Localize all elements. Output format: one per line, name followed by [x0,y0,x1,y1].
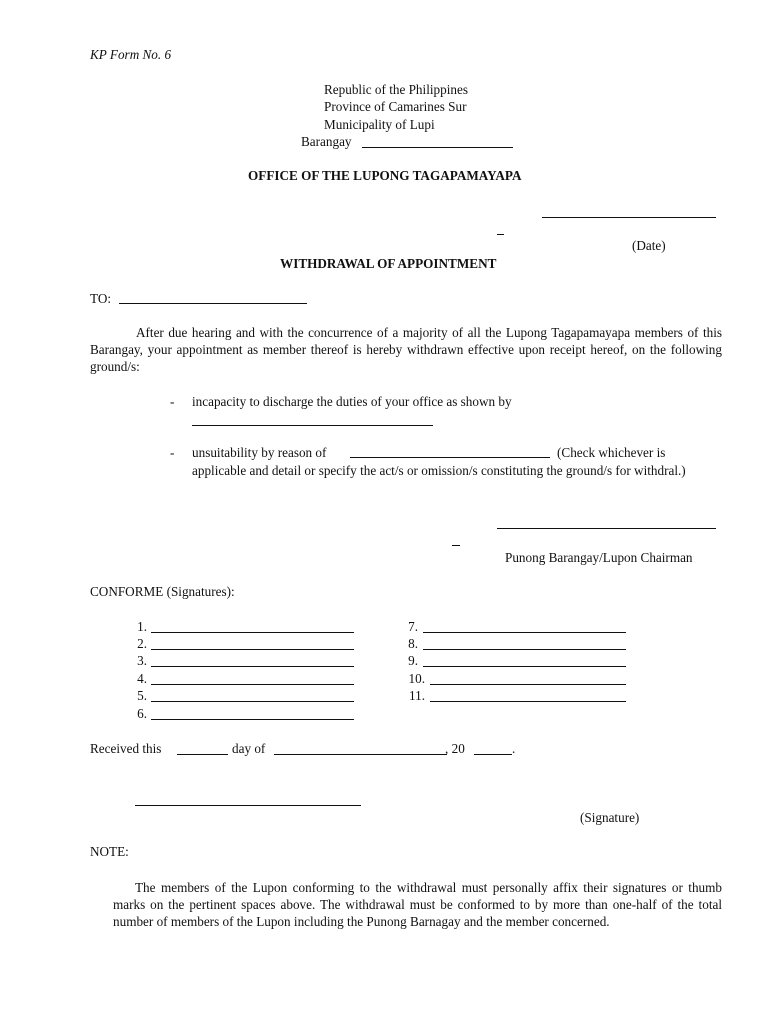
doc-title: WITHDRAWAL OF APPOINTMENT [280,256,497,271]
note-paragraph: The members of the Lupon conforming to the withdrawal must personally affix their signatures or thumb marks on the pertinent spaces above. The withdrawal must be conformed to by more than one-half of the total number of members of the Lupon including the Punong Barnagay and the member concerned. [113,880,722,929]
conforme-number: 5. [137,688,147,703]
conforme-number: 10. [408,671,425,686]
received-month-field[interactable] [274,754,447,755]
intro-paragraph: After due hearing and with the concurrence of a majority of all the Lupong Tagapamayapa members of this Barangay, your appointment as member thereof is hereby withdrawn effective upon receipt hereof, on the following ground/s: [90,325,722,374]
to-label: TO: [90,291,112,306]
chairman-stub-line [452,545,460,546]
ground-2-dash: - [170,445,175,460]
header-province: Province of Camarines Sur [324,99,467,114]
conforme-signature-line[interactable] [423,649,626,650]
header-municipality: Municipality of Lupi [324,117,435,132]
signature-field[interactable] [135,805,361,806]
conforme-number: 3. [137,653,147,668]
ground-1-text: incapacity to discharge the duties of your office as shown by [192,394,512,409]
conforme-number: 6. [137,706,147,721]
conforme-signature-line[interactable] [151,701,354,702]
conforme-signature-line[interactable] [430,701,626,702]
note-label: NOTE: [90,844,129,859]
received-year-field[interactable] [474,754,512,755]
ground-1-field[interactable] [192,425,433,426]
conforme-number: 7. [408,619,418,634]
conforme-number: 9. [408,653,418,668]
received-day-of: day of [232,741,266,756]
conforme-signature-line[interactable] [151,684,354,685]
chairman-label: Punong Barangay/Lupon Chairman [505,550,693,565]
conforme-number: 1. [137,619,147,634]
office-title: OFFICE OF THE LUPONG TAGAPAMAYAPA [248,168,522,183]
ground-2-continuation: applicable and detail or specify the act/s or omission/s constituting the ground/s for withdral.) [192,463,686,478]
date-field[interactable] [542,217,716,218]
header-barangay-label: Barangay [301,134,352,149]
ground-2-field[interactable] [350,457,550,458]
conforme-signature-line[interactable] [151,632,354,633]
received-prefix: Received this [90,741,162,756]
to-field[interactable] [119,303,307,304]
conforme-signature-line[interactable] [151,649,354,650]
conforme-number: 2. [137,636,147,651]
ground-2-prefix: unsuitability by reason of [192,445,327,460]
form-number: KP Form No. 6 [90,47,172,62]
conforme-signature-line[interactable] [430,684,626,685]
chairman-signature-field[interactable] [497,528,716,529]
conforme-label: CONFORME (Signatures): [90,584,235,599]
conforme-signature-line[interactable] [423,666,626,667]
conforme-signature-line[interactable] [423,632,626,633]
ground-2-suffix: (Check whichever is [557,445,666,460]
conforme-signature-line[interactable] [151,719,354,720]
signature-label: (Signature) [580,810,640,825]
conforme-signature-line[interactable] [151,666,354,667]
conforme-number: 4. [137,671,147,686]
received-day-field[interactable] [177,754,228,755]
date-stub-line [497,234,504,235]
received-year-label: , 20 [445,741,465,756]
header-republic: Republic of the Philippines [324,82,468,97]
date-label: (Date) [632,238,666,253]
conforme-number: 8. [408,636,418,651]
conforme-number: 11. [409,688,425,703]
received-end: . [512,741,516,756]
ground-1-dash: - [170,394,175,409]
barangay-field[interactable] [362,147,513,148]
